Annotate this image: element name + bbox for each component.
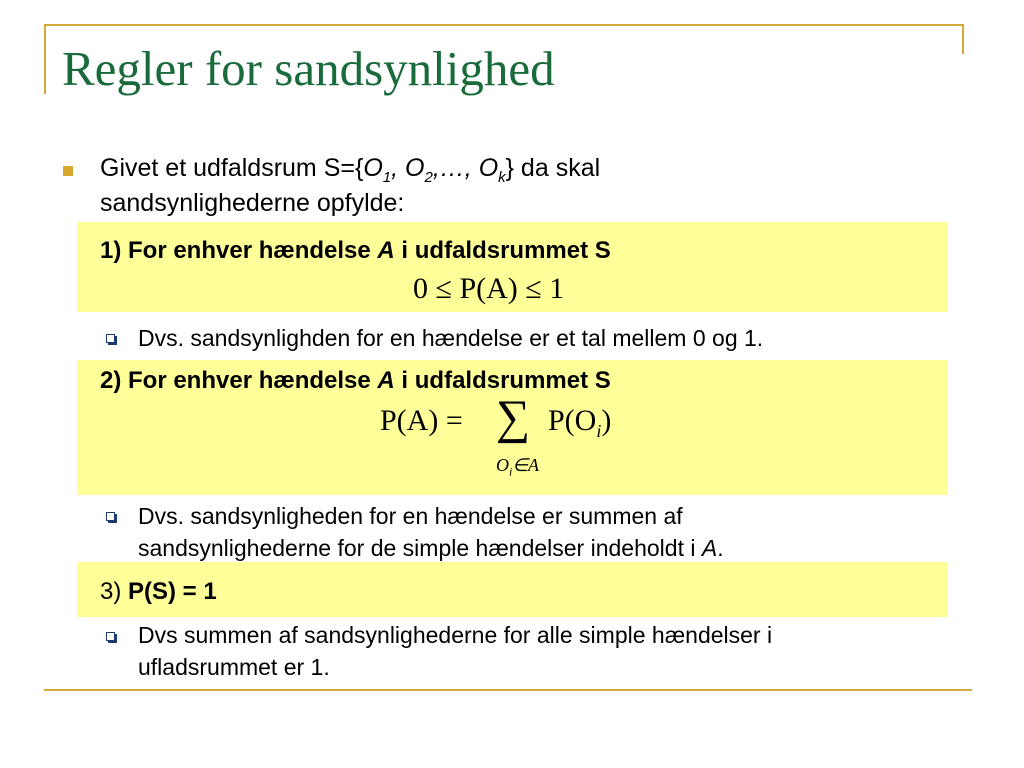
- rule1-formula: 0 ≤ P(A) ≤ 1: [413, 272, 565, 305]
- sum-index: $O_i\in A$: [496, 455, 540, 479]
- slide-title: Regler for sandsynlighed: [62, 41, 555, 96]
- intro-line-1: Givet et udfaldsrum $S=\{O_1$, $O_2,\dots$, $O_k$} da skal: [100, 154, 601, 186]
- checkbox-bullet-icon: [106, 632, 115, 641]
- sum-symbol-icon: ∑: [496, 391, 531, 444]
- rule3-heading: 3) P(S) = 1: [100, 578, 217, 605]
- note3-line-2: ufladsrummet er 1.: [138, 654, 330, 680]
- frame-top-line: [44, 24, 964, 26]
- frame-bottom-line: [44, 689, 972, 691]
- rule2-heading: 2) For enhver hændelse A i udfaldsrummet S: [100, 367, 611, 394]
- square-bullet-icon: [63, 166, 73, 176]
- note2-line-2: sandsynlighederne for de simple hændelser indeholdt i A.: [138, 535, 724, 561]
- note1-text: Dvs. sandsynlighden for en hændelse er et tal mellem 0 og 1.: [138, 325, 764, 351]
- frame-left-line: [44, 24, 46, 94]
- note2-line-1: Dvs. sandsynligheden for en hændelse er summen af: [138, 503, 683, 529]
- note3-line-1: Dvs summen af sandsynlighederne for alle simple hændelser i: [138, 622, 773, 648]
- intro-line-2: sandsynlighederne opfylde:: [100, 189, 405, 217]
- rule2-formula-rhs: $P(O_i)$: [548, 404, 612, 441]
- frame-right-line: [962, 24, 964, 54]
- rule1-heading: 1) For enhver hændelse A i udfaldsrummet S: [100, 237, 611, 264]
- rule2-formula-lhs: P(A) =: [380, 404, 463, 437]
- checkbox-bullet-icon: [106, 512, 115, 521]
- checkbox-bullet-icon: [106, 334, 115, 343]
